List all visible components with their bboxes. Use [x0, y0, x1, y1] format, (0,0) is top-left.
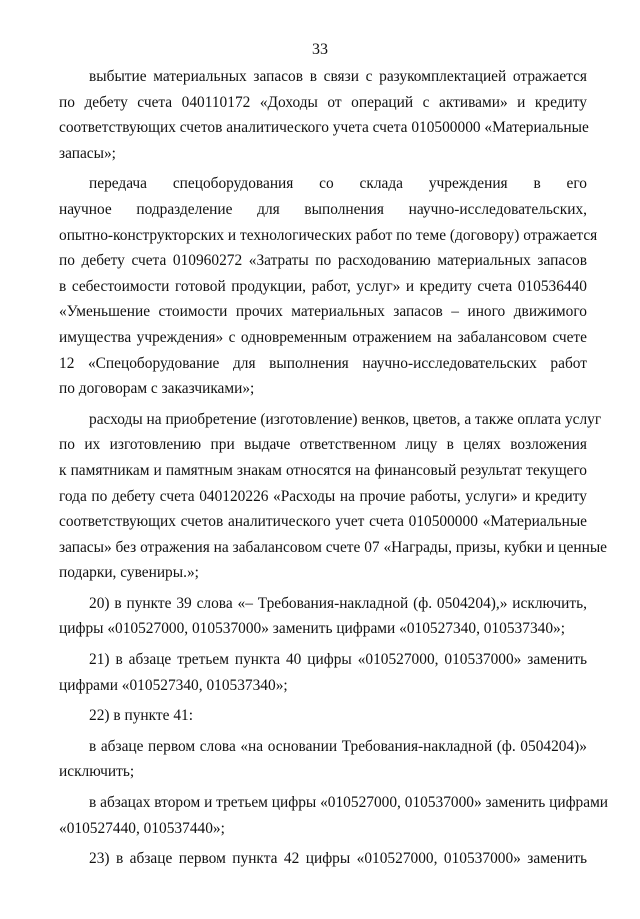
text-line: года по дебету счета 040120226 «Расходы на прочие работы, услуги» и кредиту [59, 487, 587, 505]
text-line: передача спецоборудования со склада учреждения в его [89, 175, 587, 193]
text-line: соответствующих счетов аналитического учет счета 010500000 «Материальные [59, 513, 587, 531]
document-body [59, 64, 609, 877]
paragraph-special-equipment [59, 171, 598, 401]
text-line: в абзацах втором и третьем цифры «010527000, 010537000» заменить цифрами [89, 794, 609, 812]
text-line: имущества учреждения» с одновременным отражением на забалансовом счете [59, 328, 587, 346]
text-line: цифрами «010527340, 010537340»; [59, 676, 288, 694]
text-line: расходы на приобретение (изготовление) венков, цветов, а также оплата услуг [89, 410, 602, 428]
text-line: по дебету счета 010960272 «Затраты по расходованию материальных запасов [59, 252, 587, 270]
text-line: «Уменьшение стоимости прочих материальных запасов – иного движимого [59, 303, 587, 321]
text-line: по договорам с заказчиками»; [59, 380, 255, 398]
text-line: цифры «010527000, 010537000» заменить цифрами «010527340, 010537340»; [59, 620, 565, 638]
text-line: запасы»; [59, 144, 116, 162]
text-line: исключить; [59, 763, 135, 781]
text-line: опытно-конструкторских и технологических работ по теме (договору) отражается [59, 226, 598, 244]
text-line: выбытие материальных запасов в связи с разукомплектацией отражается [89, 68, 587, 85]
text-line: 23) в абзаце первом пункта 42 цифры «010527000, 010537000» заменить [89, 850, 587, 868]
text-line: соответствующих счетов аналитического учета счета 010500000 «Материальные [59, 119, 589, 137]
text-line: подарки, сувениры.»; [59, 564, 199, 582]
paragraph-item-23 [59, 846, 587, 872]
paragraph-item-22-first-abzac [59, 734, 587, 785]
text-line: по дебету счета 040110172 «Доходы от операций с активами» и кредиту [59, 93, 587, 111]
paragraph-item-20 [59, 591, 587, 642]
text-line: 20) в пункте 39 слова «– Требования-накладной (ф. 0504204),» исключить, [89, 594, 587, 612]
paragraph-wreaths-expenses [59, 407, 608, 586]
text-line: к памятникам и памятным знакам относятся на финансовый результат текущего [59, 461, 587, 479]
text-line: запасы» без отражения на забалансовом счете 07 «Награды, призы, кубки и ценные [59, 538, 608, 556]
paragraph-item-22-second-third-abzac [59, 790, 609, 841]
text-line: 22) в пункте 41: [89, 707, 193, 725]
text-line: 21) в абзаце третьем пункта 40 цифры «010527000, 010537000» заменить [89, 651, 587, 669]
text-line: «010527440, 010537440»; [59, 819, 225, 837]
page-number: 33 [312, 41, 328, 58]
text-line: по их изготовлению при выдаче ответственном лицу в целях возложения [59, 436, 587, 454]
paragraph-disassembly [59, 64, 587, 166]
text-line: научное подразделение для выполнения научно-исследовательских, [59, 200, 587, 218]
text-line: в себестоимости готовой продукции, работ, услуг» и кредиту счета 010536440 [59, 277, 587, 295]
paragraph-item-21 [59, 647, 587, 698]
text-line: в абзаце первом слова «на основании Требования-накладной (ф. 0504204)» [89, 737, 587, 755]
text-line: 12 «Спецоборудование для выполнения научно-исследовательских работ [59, 354, 587, 372]
paragraph-item-22 [59, 703, 587, 729]
